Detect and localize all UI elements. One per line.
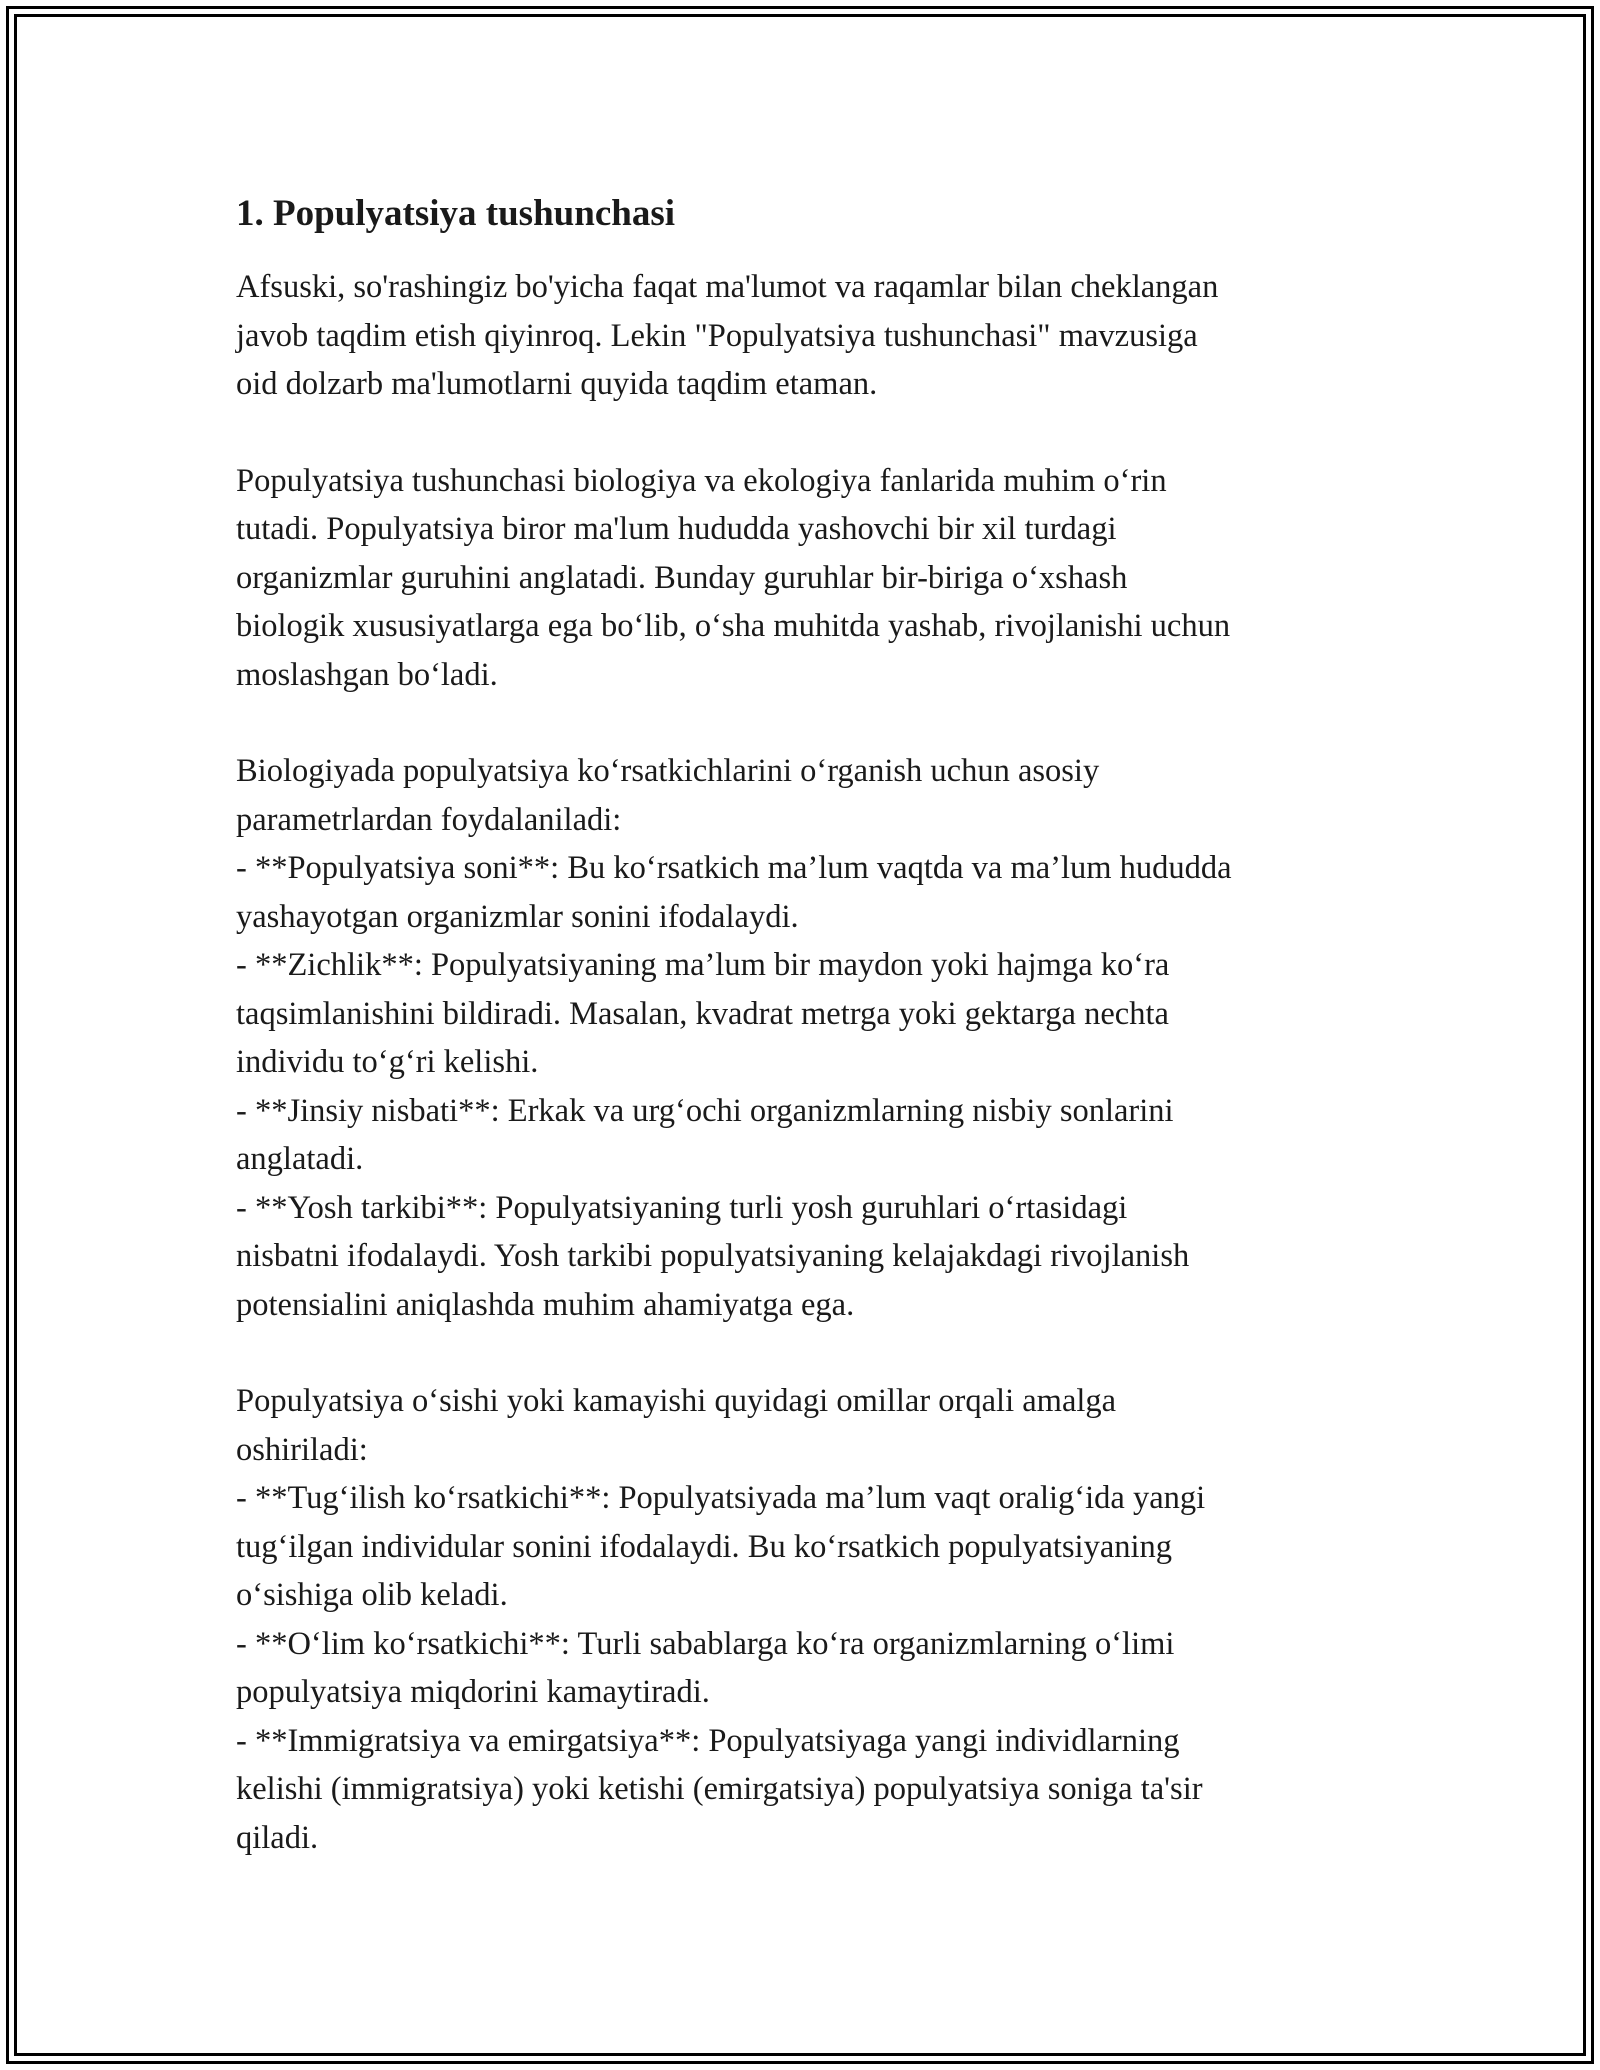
paragraph-definition: Populyatsiya tushunchasi biologiya va ekologiya fanlarida muhim o‘rin tutadi. Populyatsiya biror ma'lum hududda yashovchi bir xil turdagi organizmlar guruhini anglatadi. Bunday guruhlar bir-biriga o‘xshash biologik xususiyatlarga ega bo‘lib, o‘sha muhitda yashab, rivojlanishi uchun moslashgan bo‘ladi.: [236, 462, 1231, 693]
document-body: [236, 186, 1376, 1910]
paragraph-parameters: Biologiyada populyatsiya ko‘rsatkichlarini o‘rganish uchun asosiy parametrlardan foydalaniladi: - **Populyatsiya soni**: Bu ko‘rsatkich ma’lum vaqtda va ma’lum hududda yashayotgan organizmlar sonini ifodalaydi. - **Zichlik**: Populyatsiyaning ma’lum bir maydon yoki hajmga ko‘ra taqsimlanishini bildiradi. Masalan, kvadrat metrga yoki gektarga nechta individu to‘g‘ri kelishi. - **Jinsiy nisbati**: Erkak va urg‘ochi organizmlarning nisbiy sonlarini anglatadi. - **Yosh tarkibi**: Populyatsiyaning turli yosh guruhlari o‘rtasidagi nisbatni ifodalaydi. Yosh tarkibi populyatsiyaning kelajakdagi rivojlanish potensialini aniqlashda muhim ahamiyatga ega.: [236, 753, 1232, 1323]
paragraph-factors: Populyatsiya o‘sishi yoki kamayishi quyidagi omillar orqali amalga oshiriladi: - **Tug‘ilish ko‘rsatkichi**: Populyatsiyada ma’lum vaqt oralig‘ida yangi tug‘ilgan individular sonini ifodalaydi. Bu ko‘rsatkich populyatsiyaning o‘sishiga olib keladi. - **O‘lim ko‘rsatkichi**: Turli sabablarga ko‘ra organizmlarning o‘limi populyatsiya miqdorini kamaytiradi. - **Immigratsiya va emirgatsiya**: Populyatsiyaga yangi individlarning kelishi (immigratsiya) yoki ketishi (emirgatsiya) populyatsiya soniga ta'sir qiladi.: [236, 1383, 1206, 1856]
paragraph-intro: Afsuski, so'rashingiz bo'yicha faqat ma'lumot va raqamlar bilan cheklangan javob taqdim etish qiyinroq. Lekin "Populyatsiya tushunchasi" mavzusiga oid dolzarb ma'lumotlarni quyida taqdim etaman.: [236, 269, 1219, 402]
document-title: 1. Populyatsiya tushunchasi: [236, 193, 675, 234]
